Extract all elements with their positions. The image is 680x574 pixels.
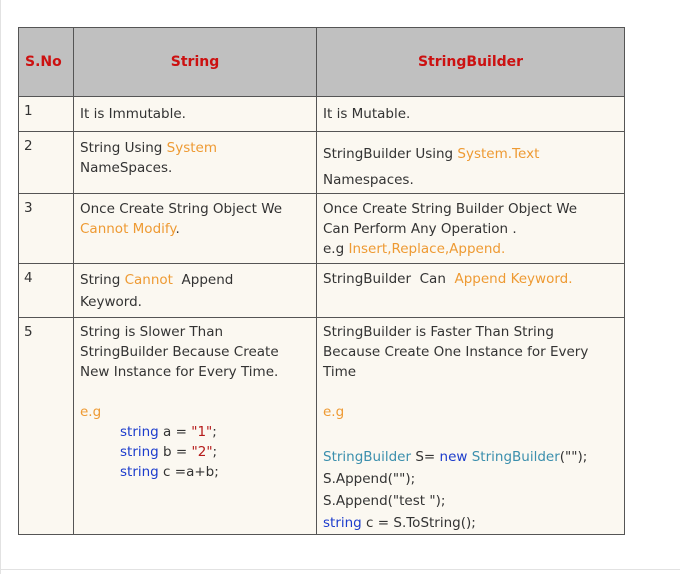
cell-text: Namespaces. (323, 172, 414, 188)
namespace-highlight: System (166, 140, 218, 156)
code-text: ; (212, 444, 218, 460)
code-string-literal: "2" (191, 444, 213, 460)
code-keyword: string (120, 444, 159, 460)
cell-text: Keyword. (80, 294, 142, 310)
stringbuilder-cell: It is Mutable. (317, 97, 625, 132)
code-keyword: string (120, 424, 159, 440)
cell-text: Can Perform Any Operation . (323, 221, 517, 237)
row-number: 3 (19, 194, 74, 264)
cell-text: Append (172, 272, 234, 288)
table-row (19, 97, 625, 132)
cell-text: NameSpaces. (80, 160, 173, 176)
string-cell (74, 194, 317, 264)
table-row (19, 264, 625, 318)
string-code-example (80, 422, 310, 482)
string-cell (74, 264, 317, 318)
cell-text: Because Create One Instance for Every (323, 344, 589, 360)
code-text: c =a+b; (158, 464, 219, 480)
namespace-highlight: System.Text (457, 146, 540, 162)
header-sno: S.No (19, 28, 74, 97)
code-text: b = (158, 444, 192, 460)
cell-text: StringBuilder Because Create (80, 344, 279, 360)
cell-text: New Instance for Every Time. (80, 364, 279, 380)
cell-text: StringBuilder Using (323, 146, 458, 162)
cell-text: StringBuilder is Faster Than String (323, 324, 554, 340)
string-cell: It is Immutable. (74, 97, 317, 132)
code-text: S= (411, 449, 440, 465)
row-number: 1 (19, 97, 74, 132)
table-row (19, 194, 625, 264)
example-label: e.g (323, 404, 345, 420)
stringbuilder-cell (317, 194, 625, 264)
comparison-table (18, 27, 625, 535)
code-text: (""); (559, 449, 588, 465)
stringbuilder-cell (317, 264, 625, 318)
cannot-modify-highlight: Cannot Modify (80, 221, 176, 237)
row-number: 2 (19, 132, 74, 194)
page-bottom-rule (0, 569, 680, 570)
cell-text: e.g (323, 241, 349, 257)
stringbuilder-cell (317, 318, 625, 535)
table-row (19, 318, 625, 535)
header-row (19, 28, 625, 97)
row-number: 5 (19, 318, 74, 535)
table-row (19, 132, 625, 194)
cell-text: StringBuilder Can (323, 271, 455, 287)
cell-text: Time (323, 364, 357, 380)
cannot-highlight: Cannot (124, 272, 173, 288)
code-keyword: string (323, 515, 362, 531)
cell-text: . (175, 221, 180, 237)
example-label: e.g (80, 404, 102, 420)
string-cell (74, 318, 317, 535)
cell-text: String is Slower Than (80, 324, 224, 340)
code-string-literal: "1" (191, 424, 213, 440)
cell-text: Once Create String Builder Object We (323, 201, 578, 217)
stringbuilder-code-example (323, 446, 618, 534)
operations-highlight: Insert,Replace,Append. (348, 241, 506, 257)
string-cell (74, 132, 317, 194)
code-keyword: string (120, 464, 159, 480)
stringbuilder-cell (317, 132, 625, 194)
code-text: ; (212, 424, 217, 440)
header-stringbuilder: StringBuilder (317, 28, 625, 97)
cell-text: String Using (80, 140, 167, 156)
append-keyword-highlight: Append Keyword. (454, 271, 573, 287)
code-text: c = S.ToString(); (361, 515, 476, 531)
code-text: S.Append(""); (323, 471, 416, 487)
code-text: a = (158, 424, 192, 440)
cell-text: String (80, 272, 125, 288)
page-left-rule (0, 0, 1, 574)
header-string: String (74, 28, 317, 97)
row-number: 4 (19, 264, 74, 318)
code-keyword: new (439, 449, 468, 465)
code-type: StringBuilder (323, 449, 412, 465)
cell-text: Once Create String Object We (80, 201, 283, 217)
code-text: S.Append("test "); (323, 493, 446, 509)
code-type: StringBuilder (471, 449, 560, 465)
